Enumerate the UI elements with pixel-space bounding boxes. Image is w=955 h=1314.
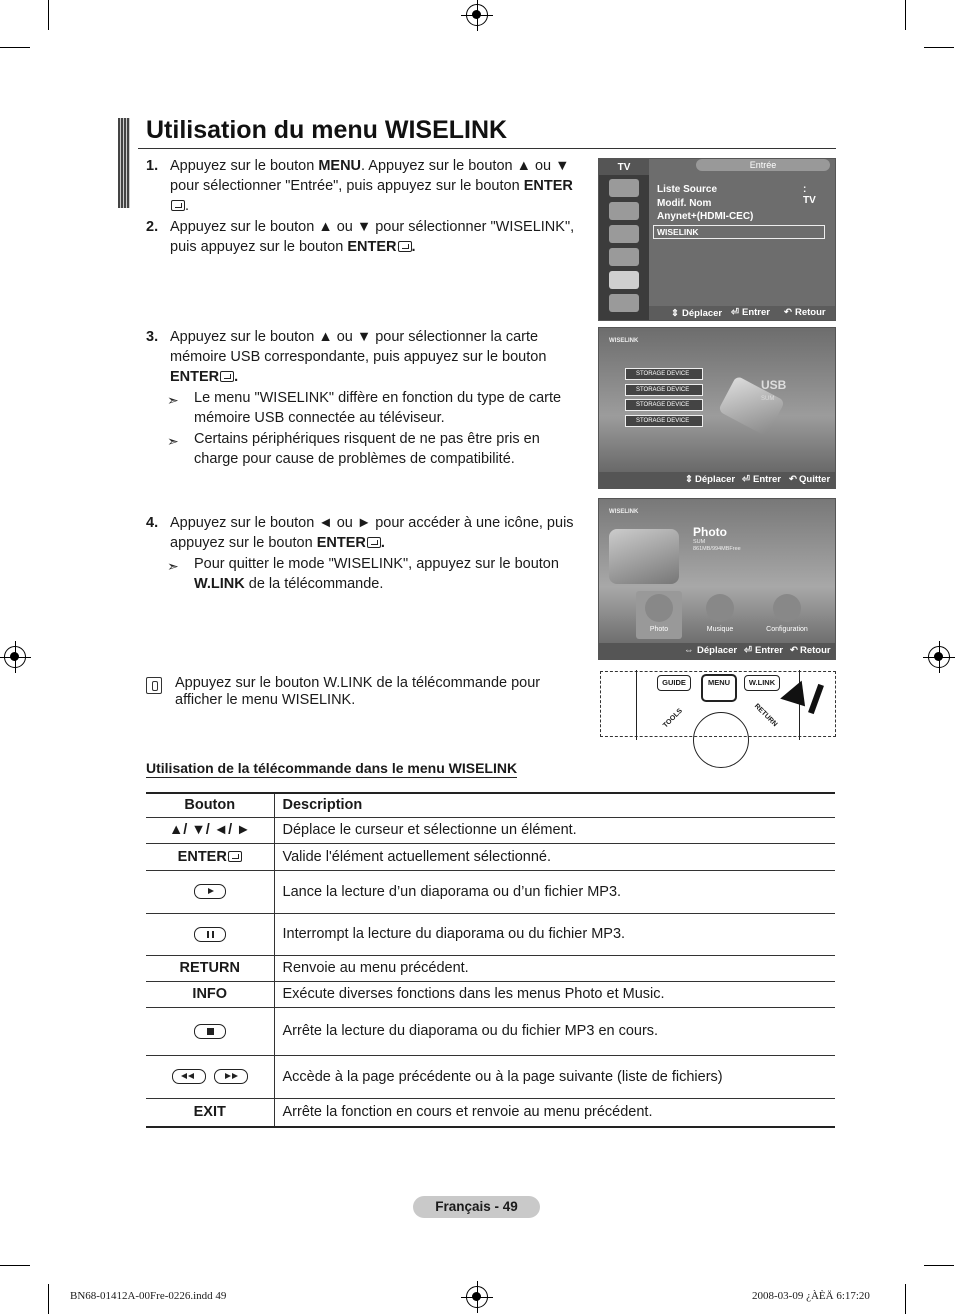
step-4: 4. Appuyez sur le bouton ◄ ou ► pour accéder à une icône, puis appuyez sur le bouton ENTER . ➣ Pour quitter le mode "WISELINK", appuyez sur le bouton W.LINK de la télécommande. — [146, 513, 586, 594]
wiselink-logo: WISELINK — [609, 509, 639, 515]
registration-mark-icon — [928, 646, 950, 668]
note: ➣ Certains périphériques risquent de ne pas être pris en charge pour cause de problèmes de compatibilité. — [167, 431, 540, 467]
rewind-icon — [172, 1069, 206, 1084]
table-row: Interrompt la lecture du diaporama ou du fichier MP3. — [146, 913, 835, 955]
table-title: Utilisation de la télécommande dans le menu WISELINK — [146, 760, 518, 776]
category-title: Photo — [693, 525, 727, 539]
table-row: Accède à la page précédente ou à la page suivante (liste de fichiers) — [146, 1055, 835, 1098]
enter-icon — [228, 851, 242, 862]
column-header: Description — [274, 793, 835, 817]
page-title: Utilisation du menu WISELINK — [146, 116, 508, 144]
menu-footer: ⇕ Déplacer ⏎ Entrer ↶ Retour — [649, 306, 835, 320]
registration-mark-icon — [466, 1286, 488, 1308]
fast-forward-icon — [214, 1069, 248, 1084]
crop-mark — [48, 1284, 49, 1314]
table-row: Arrête la lecture du diaporama ou du fichier MP3 en cours. — [146, 1007, 835, 1055]
table-row: ENTER Valide l'élément actuellement sélectionné. — [146, 843, 835, 870]
picture-icon — [609, 179, 639, 197]
wiselink-main-screenshot — [598, 498, 836, 660]
guide-button: GUIDE — [657, 675, 691, 691]
play-icon — [194, 884, 226, 899]
menu-footer: ⇕ Déplacer ⏎ Entrer ↶ Quitter — [599, 472, 835, 488]
tv-menu-screenshot — [598, 158, 880, 321]
application-icon — [609, 294, 639, 312]
enter-icon: ⏎ — [742, 474, 750, 485]
enter-icon — [220, 371, 234, 382]
menu-item-selected: WISELINK — [653, 225, 825, 239]
table-row: RETURN Renvoie au menu précédent. — [146, 955, 835, 981]
device-item: STORAGE DEVICE — [625, 399, 703, 411]
move-icon: ⇕ — [671, 308, 679, 319]
return-label: RETURN — [752, 702, 779, 729]
note: ➣ Pour quitter le mode "WISELINK", appuyez sur le bouton W.LINK de la télécommande. — [167, 556, 559, 592]
note-arrow-icon: ➣ — [167, 392, 179, 408]
step-number: 2. — [146, 219, 159, 235]
remote-buttons-table — [146, 792, 835, 1128]
registration-mark-icon — [4, 646, 26, 668]
enter-icon — [367, 537, 381, 548]
memo-icon — [146, 677, 162, 694]
step-number: 4. — [146, 515, 159, 531]
enter-icon: ⏎ — [744, 645, 752, 656]
title-accent-bar — [118, 118, 130, 208]
table-row: ▲/ ▼/ ◄/ ► Déplace le curseur et sélectionne un élément. — [146, 817, 835, 843]
print-slug-right: 2008-03-09 ¿ÀÈÄ 6:17:20 — [752, 1290, 870, 1302]
enter-icon — [398, 241, 412, 252]
headphones-icon — [706, 594, 734, 622]
input-icon — [609, 271, 639, 289]
title-underline — [138, 148, 836, 149]
tile-setup: Configuration — [759, 591, 815, 639]
sound-icon — [609, 202, 639, 220]
crop-mark — [924, 47, 954, 48]
device-item: STORAGE DEVICE — [625, 368, 703, 380]
menu-button: MENU — [702, 675, 736, 701]
return-icon: ↶ — [790, 645, 798, 656]
menu-item: Modif. Nom ► — [657, 198, 880, 209]
move-icon: ⇕ — [685, 474, 693, 485]
return-icon: ↶ — [789, 474, 797, 485]
channel-icon — [609, 225, 639, 243]
table-row: Lance la lecture d’un diaporama ou d’un fichier MP3. — [146, 870, 835, 913]
menu-footer: ⇔ Déplacer ⏎ Entrer ↶ Retour — [599, 643, 835, 659]
step-2: 2. Appuyez sur le bouton ▲ ou ▼ pour sélectionner "WISELINK", puis appuyez sur le bouton ENTER . — [146, 219, 575, 255]
page-number-badge: Français - 49 — [413, 1196, 540, 1218]
tv-label: TV — [599, 159, 649, 175]
registration-mark-icon — [466, 4, 488, 26]
wiselink-device-screenshot — [598, 327, 836, 489]
note-arrow-icon: ➣ — [167, 433, 179, 449]
return-icon: ↶ — [784, 307, 792, 318]
dpad-icon — [693, 712, 749, 768]
step-number: 1. — [146, 158, 159, 174]
crop-mark — [905, 0, 906, 30]
device-item: STORAGE DEVICE — [625, 384, 703, 396]
crop-mark — [924, 1265, 954, 1266]
wiselink-logo: WISELINK — [609, 338, 639, 344]
tile-photo: Photo — [636, 591, 682, 639]
crop-mark — [48, 0, 49, 30]
table-row: INFO Exécute diverses fonctions dans les menus Photo et Music. — [146, 981, 835, 1007]
enter-icon — [171, 200, 185, 211]
crop-mark — [0, 1265, 30, 1266]
print-slug-left: BN68-01412A-00Fre-0226.indd 49 — [70, 1290, 227, 1302]
memo-text: Appuyez sur le bouton W.LINK de la télécommande pour afficher le menu WISELINK. — [175, 675, 541, 708]
gear-icon — [773, 594, 801, 622]
enter-icon: ⏎ — [731, 307, 739, 318]
left-right-icon: ⇔ — [684, 645, 694, 656]
crop-mark — [0, 47, 30, 48]
stop-icon — [194, 1024, 226, 1039]
menu-header: Entrée — [696, 159, 830, 171]
note: ➣ Le menu "WISELINK" diffère en fonction du type de carte mémoire USB connectée au téléviseur. — [167, 390, 562, 426]
step-3: 3. Appuyez sur le bouton ▲ ou ▼ pour sélectionner la carte mémoire USB correspondante, puis appuyez sur le bouton ENTER . ➣ Le menu "WISELINK" diffère en fonction du type de carte mémoire USB connectée au téléviseur. ➣ Certains périphériques risquent de ne pas être pris en charge pour cause de problèmes de compatibilité. — [146, 327, 586, 469]
usb-label: USB — [761, 378, 787, 392]
note-arrow-icon: ➣ — [167, 558, 179, 574]
table-row: EXIT Arrête la fonction en cours et renvoie au menu précédent. — [146, 1098, 835, 1127]
remote-illustration — [600, 671, 836, 737]
photo-icon — [645, 594, 673, 622]
step-1: 1. Appuyez sur le bouton MENU. Appuyez sur le bouton ▲ ou ▼ pour sélectionner "Entrée", puis appuyez sur le bouton ENTER. — [146, 158, 573, 214]
tools-label: TOOLS — [662, 707, 684, 730]
tile-music: Musique — [697, 591, 743, 639]
menu-item: Liste Source : TV ► — [657, 184, 880, 206]
menu-item: Anynet+(HDMI-CEC) — [657, 211, 754, 222]
step-number: 3. — [146, 329, 159, 345]
usb-sublabel: SUM — [761, 396, 775, 402]
column-header: Bouton — [146, 793, 274, 817]
storage-info: SUM 861MB/994MBFree — [693, 539, 741, 552]
device-item: STORAGE DEVICE — [625, 415, 703, 427]
crop-mark — [905, 1284, 906, 1314]
camera-icon — [609, 529, 679, 584]
setup-icon — [609, 248, 639, 266]
wlink-button: W.LINK — [744, 675, 780, 691]
pause-icon — [194, 927, 226, 942]
